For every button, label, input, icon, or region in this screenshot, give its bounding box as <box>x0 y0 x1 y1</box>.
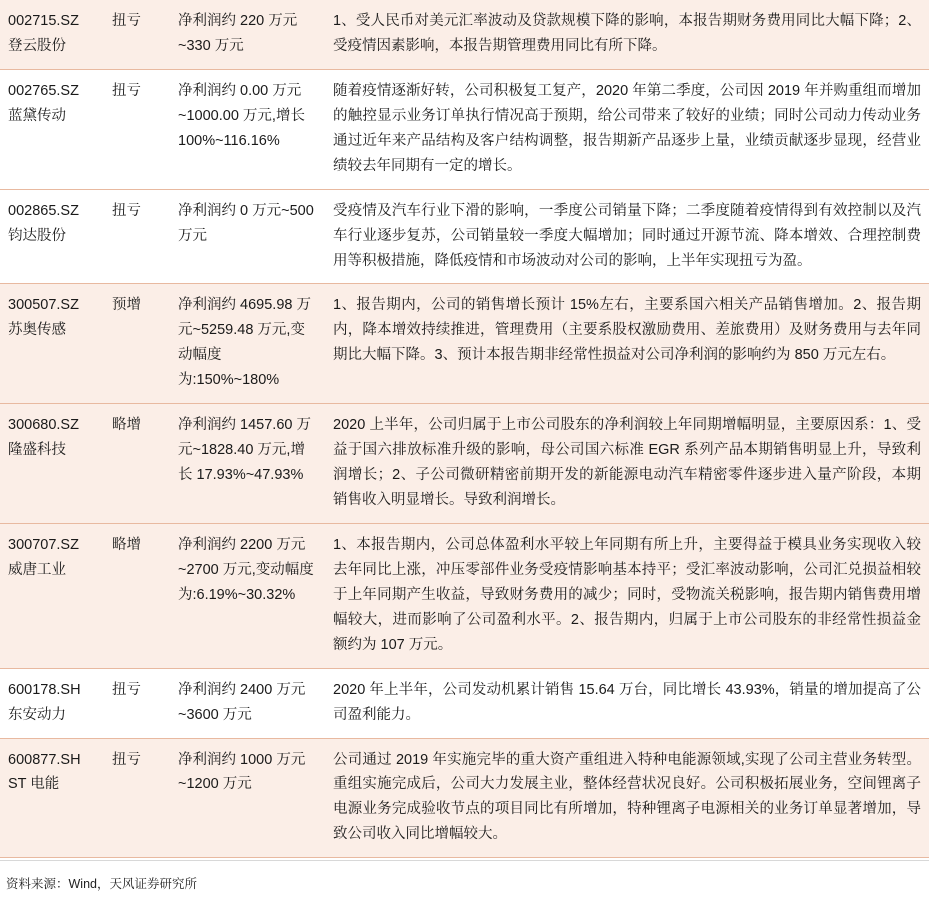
stock-ticker: 600877.SH <box>8 751 81 768</box>
cell-description: 1、受人民币对美元汇率波动及贷款规模下降的影响，本报告期财务费用同比大幅下降；2、受疫情因素影响，本报告期管理费用同比有所下降。 <box>325 0 929 69</box>
cell-profit-range: 净利润约 0.00 万元~1000.00 万元,增长 100%~116.16% <box>170 69 325 189</box>
stock-ticker: 002765.SZ <box>8 82 79 99</box>
cell-forecast-type: 预增 <box>104 284 170 404</box>
cell-code <box>0 0 104 69</box>
stock-ticker: 300707.SZ <box>8 536 79 553</box>
cell-description: 1、报告期内，公司的销售增长预计 15%左右，主要系国六相关产品销售增加。2、报告期内，降本增效持续推进，管理费用（主要系股权激励费用、差旅费用）及财务费用与去年同期比大幅下降。3、预计本报告期非经常性损益对公司净利润的影响约为 850 万元左右。 <box>325 284 929 404</box>
cell-code <box>0 523 104 668</box>
stock-name: 登云股份 <box>8 37 66 54</box>
cell-profit-range: 净利润约 220 万元~330 万元 <box>170 0 325 69</box>
cell-code <box>0 189 104 284</box>
source-footnote: 资料来源：Wind，天风证券研究所 <box>6 877 197 892</box>
cell-forecast-type: 扭亏 <box>104 69 170 189</box>
stock-ticker: 002715.SZ <box>8 13 79 29</box>
cell-code <box>0 69 104 189</box>
table-row <box>0 668 929 738</box>
stock-name: 东安动力 <box>8 706 66 723</box>
cell-profit-range: 净利润约 2400 万元~3600 万元 <box>170 668 325 738</box>
cell-profit-range: 净利润约 0 万元~500 万元 <box>170 189 325 284</box>
cell-forecast-type: 扭亏 <box>104 668 170 738</box>
cell-forecast-type: 扭亏 <box>104 0 170 69</box>
cell-description: 2020 年上半年，公司发动机累计销售 15.64 万台，同比增长 43.93%，销量的增加提高了公司盈利能力。 <box>325 668 929 738</box>
cell-code <box>0 668 104 738</box>
stock-ticker: 300507.SZ <box>8 297 79 314</box>
cell-forecast-type: 略增 <box>104 404 170 524</box>
table-row <box>0 284 929 404</box>
stock-name: 钧达股份 <box>8 227 66 244</box>
cell-code <box>0 738 104 858</box>
cell-code <box>0 284 104 404</box>
table-row <box>0 69 929 189</box>
stock-name: 隆盛科技 <box>8 442 66 459</box>
cell-forecast-type: 略增 <box>104 523 170 668</box>
cell-description: 公司通过 2019 年实施完毕的重大资产重组进入特种电能源领域,实现了公司主营业务转型。重组实施完成后，公司大力发展主业，整体经营状况良好。公司积极拓展业务，空间锂离子电源业务完成验收节点的项目同比有所增加，特种锂离子电源相关的业务订单显著增加，导致公司收入同比增幅较大。 <box>325 738 929 858</box>
cell-code <box>0 404 104 524</box>
table-row <box>0 0 929 69</box>
cell-forecast-type: 扭亏 <box>104 189 170 284</box>
stock-name: ST 电能 <box>8 776 60 793</box>
stock-ticker: 300680.SZ <box>8 417 79 434</box>
table-row <box>0 738 929 858</box>
table-row <box>0 404 929 524</box>
cell-description: 2020 上半年，公司归属于上市公司股东的净利润较上年同期增幅明显，主要原因系：1、受益于国六排放标准升级的影响，母公司国六标准 EGR 系列产品本期销售明显上升，导致利润增长；2、子公司微研精密前期开发的新能源电动汽车精密零件逐步进入量产阶段，本期销售收入明显增长。导致利润增长。 <box>325 404 929 524</box>
table-row <box>0 189 929 284</box>
stock-name: 威唐工业 <box>8 561 66 578</box>
stock-name: 苏奥传感 <box>8 322 66 339</box>
cell-profit-range: 净利润约 1000 万元~1200 万元 <box>170 738 325 858</box>
stock-ticker: 600178.SH <box>8 681 81 698</box>
cell-profit-range: 净利润约 1457.60 万元~1828.40 万元,增长 17.93%~47.93% <box>170 404 325 524</box>
table-row <box>0 523 929 668</box>
cell-forecast-type: 扭亏 <box>104 738 170 858</box>
cell-description: 受疫情及汽车行业下滑的影响，一季度公司销量下降；二季度随着疫情得到有效控制以及汽车行业逐步复苏，公司销量较一季度大幅增加；同时通过开源节流、降本增效、合理控制费用等积极措施，降低疫情和市场波动对公司的影响，上半年实现扭亏为盈。 <box>325 189 929 284</box>
cell-profit-range: 净利润约 4695.98 万元~5259.48 万元,变动幅度为:150%~180% <box>170 284 325 404</box>
cell-description: 1、本报告期内，公司总体盈利水平较上年同期有所上升，主要得益于模具业务实现收入较去年同比上涨，冲压零部件业务受疫情影响基本持平；受汇率波动影响，公司汇兑损益相较于上年同期产生收益，导致财务费用的减少；同时，受物流关税影响，报告期内销售费用增幅较大，进而影响了公司盈利水平。2、报告期内，归属于上市公司股东的非经常性损益金额约为 107 万元。 <box>325 523 929 668</box>
cell-profit-range: 净利润约 2200 万元~2700 万元,变动幅度为:6.19%~30.32% <box>170 523 325 668</box>
stock-name: 蓝黛传动 <box>8 107 66 124</box>
cell-description: 随着疫情逐渐好转，公司积极复工复产，2020 年第二季度，公司因 2019 年并购重组而增加的触控显示业务订单执行情况高于预期，给公司带来了较好的业绩；同时公司动力传动业务通过近年来产品结构及客户结构调整，报告期新产品逐步上量，业绩贡献逐步显现，经营业绩较去年同期有一定的增长。 <box>325 69 929 189</box>
stock-ticker: 002865.SZ <box>8 202 79 219</box>
